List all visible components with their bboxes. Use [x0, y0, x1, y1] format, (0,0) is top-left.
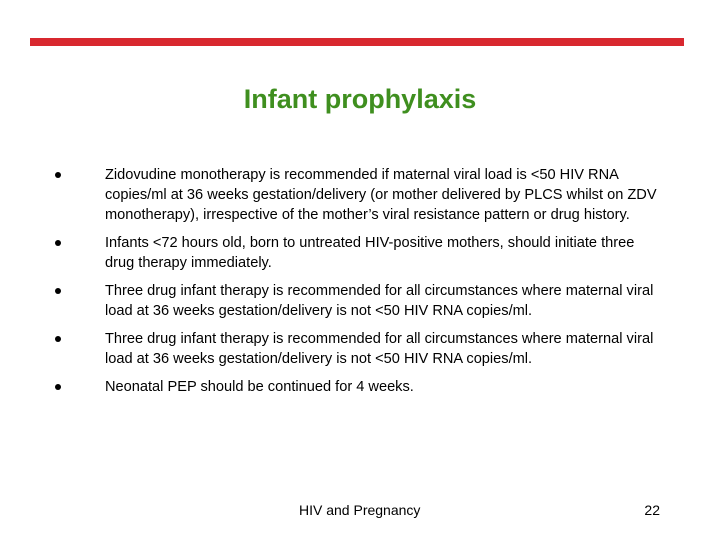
bullet-text: Three drug infant therapy is recommended for all circumstances where maternal viral load at 36 weeks gestation/delivery is not <50 HIV RNA copies/ml. — [105, 283, 654, 319]
bullet-dot-icon — [55, 288, 61, 294]
bullet-text: Three drug infant therapy is recommended for all circumstances where maternal viral load at 36 weeks gestation/delivery is not <50 HIV RNA copies/ml. — [105, 331, 654, 367]
bullet-dot-icon — [55, 336, 61, 342]
bullet-item — [52, 165, 662, 225]
bullet-item — [52, 233, 662, 273]
slide-title: Infant prophylaxis — [243, 84, 477, 114]
bullet-item — [52, 377, 662, 397]
footer-title: HIV and Pregnancy — [299, 502, 421, 518]
top-accent-bar — [30, 38, 684, 46]
bullet-text: Infants <72 hours old, born to untreated HIV-positive mothers, should initiate three drug therapy immediately. — [105, 235, 635, 271]
bullet-dot-icon — [55, 240, 61, 246]
bullet-text: Neonatal PEP should be continued for 4 weeks. — [105, 379, 414, 395]
bullet-item — [52, 329, 662, 369]
bullet-list — [52, 165, 662, 397]
bullet-dot-icon — [55, 384, 61, 390]
bullet-text: Zidovudine monotherapy is recommended if maternal viral load is <50 HIV RNA copies/ml at 36 weeks gestation/delivery (or mother delivered by PLCS whilst on ZDV monotherapy), irrespective of the mother’s viral resistance pattern or drug history. — [105, 167, 657, 223]
page-number: 22 — [644, 502, 660, 518]
bullet-dot-icon — [55, 172, 61, 178]
bullet-item — [52, 281, 662, 321]
